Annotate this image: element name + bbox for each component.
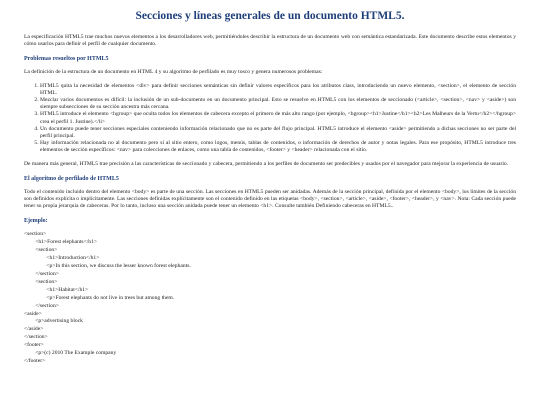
intro-paragraph: La especificación HTML5 trae muchos nuevos elementos a los desarrolladores web, permitiéndoles describir la estructura de un documento web con semántica estandarizada. Este documento describe estos elementos y cómo usarlos para definir el perfil de cualquier documento. bbox=[24, 34, 516, 48]
code-line: <section> bbox=[24, 278, 58, 285]
code-line: <aside> bbox=[24, 310, 42, 317]
code-line: </section> bbox=[24, 334, 48, 341]
list-item: 4. Un documento puede tener secciones especiales conteniendo información relacionado que no es parte del flujo principal. HTML5 introduce el elemento <aside> permitiendo a dichas secciones no ser parte del perfil principal. bbox=[40, 126, 516, 140]
code-line: </aside> bbox=[24, 326, 44, 333]
code-line: <h1>Habitat</h1> bbox=[24, 286, 89, 293]
list-item: 1. HTML5 quita la necesidad de elementos <div> para definir secciones semánticas sin definir valores específicos para los atributos class, introduciendo un nuevo elemento, <section>, el elemento de sección HTML. bbox=[40, 83, 516, 97]
code-line: </section> bbox=[24, 270, 59, 277]
code-line: <p>advertising block bbox=[24, 318, 83, 325]
code-line: <p>(c) 2010 The Example company bbox=[24, 350, 117, 357]
code-line: <p>In this section, we discuss the lesser known forest elephants. bbox=[24, 263, 191, 270]
problems-heading: Problemas resueltos por HTML5 bbox=[24, 56, 109, 63]
code-line: <p>Forest elephants do not live in trees but among them. bbox=[24, 294, 175, 301]
algorithm-paragraph: Todo el contenido incluido dentro del elemento <body> es parte de una sección. Las secciones en HTML5 pueden ser anidadas. Además de la sección principal, definida por el elemento <body>, los límites de la sección son definidos explícita o implícitamente. Las secciones definidas explícitamente son el contenido definido en las etiquetas <body>, <section>, <article>, <aside>, <footer>, <header>, y <nav>. Nota: Cada sección puede tener su propia jerarquía de cabeceras. Por lo tanto, incluso una sección anidada puede tener un elemento <h1>. Consulte también Definiendo cabeceras en HTML5.. bbox=[24, 188, 516, 210]
code-line: <h1>Introduction</h1> bbox=[24, 255, 100, 262]
code-line: <section> bbox=[24, 247, 58, 254]
problems-list bbox=[24, 83, 516, 155]
code-line: </footer> bbox=[24, 357, 46, 364]
algorithm-heading: El algoritmo de perfilado de HTML5 bbox=[24, 175, 119, 182]
list-item: 5. Hay información relacionada no al documento pero sí al sitio entero, como logos, menús, tablas de contenidos, o información de derechos de autor y notas legales. Para ese propósito, HTML5 introduce tres elementos de sección específicos: <nav> para colecciones de enlaces, como una tabla de contenidos, <footer> y <header> relacionada con el sitio. bbox=[40, 140, 516, 154]
problems-lead-paragraph: La definición de la estructura de un documento en HTML 4 y su algoritmo de perfilado es muy tosco y genera numerosos problemas: bbox=[24, 69, 323, 76]
code-line: <h1>Forest elephants</h1> bbox=[24, 239, 98, 246]
example-heading: Ejemplo: bbox=[24, 218, 48, 225]
code-example bbox=[24, 231, 516, 365]
page-title: Secciones y líneas generales de un documento HTML5. bbox=[135, 10, 405, 22]
list-item: 3. HTML5 introduce el elemento <hgroup> que oculta todos los elementos de cabecera excepto el primero de más alto rango (por ejemplo, <hgroup><h1>Justine</h1><h2>Les Malheurs de la Vertu</h2></hgroup> crea el perfil 1. Justine).</li> bbox=[40, 111, 516, 125]
code-line: </section> bbox=[24, 302, 59, 309]
list-item: 2. Mezclar varios documentos es difícil: la inclusión de un sub-documento en un documento principal. Esto se resuelve en HTML5 con los elementos de seccionado (<article>, <section>, <nav> y <aside>) son siempre subsecciones de su sección ancestra más cercana. bbox=[40, 97, 516, 111]
problems-outro-paragraph: De manera más general, HTML5 trae precisión a las características de seccionado y cabecera, permitiendo a los perfiles de documento ser predecibles y usados por el navegador para mejorar la experiencia de usuario. bbox=[24, 160, 509, 167]
code-line: <footer> bbox=[24, 342, 44, 349]
code-line: <section> bbox=[24, 231, 47, 238]
